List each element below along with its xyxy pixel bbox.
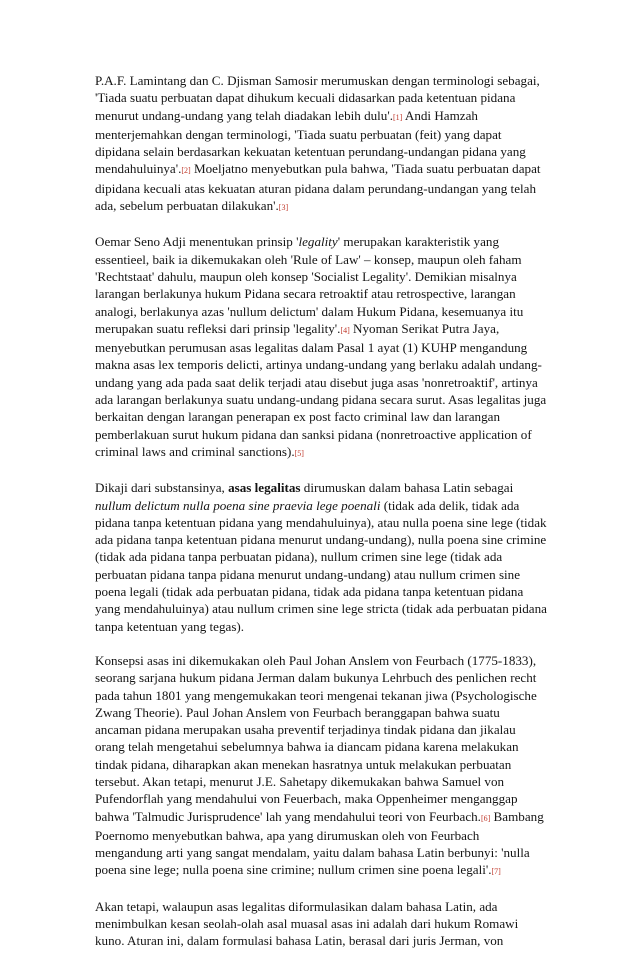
footnote-ref-3[interactable]: [3] [278,203,289,213]
text-run: Andi Hamzah menterjemahkan dengan terminologi, 'Tiada suatu perbuatan (feit) yang dapat dipidana selain berdasarkan kekuatan ketentuan perundang-undangan pidana yang mendahuluinya'. [95,107,526,177]
footnote-ref-7[interactable]: [7] [491,867,501,877]
text-run: P.A.F. Lamintang dan C. Djisman Samosir merumuskan dengan terminologi sebagai, 'Tiada suatu perbuatan dapat dihukum kecuali didasarkan pada ketentuan pidana menurut undang-undang yang telah diadakan lebih dulu'. [95,73,540,123]
footnote-ref-5[interactable]: [5] [294,448,304,458]
footnote-ref-4[interactable]: [4] [340,325,350,335]
bold-term: asas legalitas [228,480,301,496]
text-run: dirumuskan dalam bahasa Latin sebagai [300,480,514,496]
text-run: Nyoman Serikat Putra Jaya, menyebutkan perumusan asas legalitas dalam Pasal 1 ayat (1) KUHP mengandung makna asas lex temporis delicti, artinya undang-undang yang berlaku adalah undang-undang yang ada pada saat delik terjadi atau disebut juga asas 'nonretroaktif', artinya ada larangan berlakunya suatu undang-undang pidana secara surut. Asas legalitas juga berkaitan dengan larangan penerapan ex post facto criminal law dan larangan pemberlakuan surut hukum pidana dan sanksi pidana (nonretroactive application of criminal laws and criminal sanctions). [95,320,547,459]
footnote-ref-1[interactable]: [1] [392,112,403,122]
document-page [95,72,547,967]
paragraph-2 [95,233,547,462]
text-run: Bambang Poernomo menyebutkan bahwa, apa yang dirumuskan oleh von Feurbach mengandung arti yang sangat mendalam, yaitu dalam bahasa Latin berbunyi: 'nulla poena sine lege; nulla poena sine crimine; nullum crimen sine poena legali'. [95,808,544,878]
text-run: Moeljatno menyebutkan pula bahwa, 'Tiada suatu perbuatan dapat dipidana kecuali atas kekuatan aturan pidana dalam perundang-undangan yang telah ada, sebelum perbuatan dilakukan'. [95,161,541,214]
text-run: Dikaji dari substansinya, [95,480,229,496]
paragraph-1 [95,72,547,216]
italic-term: nullum delictum nulla poena sine praevia lege poenali [95,497,381,513]
text-run: ' merupakan karakteristik yang essentieel, baik ia dikemukakan oleh 'Rule of Law' – konsep, maupun oleh faham 'Rechtstaat' dahulu, maupun oleh konsep 'Socialist Legality'. Demikian misalnya larangan berlakunya hukum Pidana secara retroaktif atau retrospective, larangan analogi, berlakunya azas 'nullum delictum' dalam Hukum Pidana, kesemuanya itu merupakan suatu refleksi dari prinsip 'legality'. [95,234,524,336]
text-run: Konsepsi asas ini dikemukakan oleh Paul Johan Anslem von Feurbach (1775-1833), seorang sarjana hukum pidana Jerman dalam bukunya Lehrbuch des penlichen recht pada tahun 1801 yang mengemukakan teori mengenai tekanan jiwa (Psychologische Zwang Theorie). Paul Johan Anslem von Feurbach beranggapan bahwa suatu ancaman pidana merupakan usaha preventif terjadinya tindak pidana dan jikalau orang telah mengetahui sebelumnya bahwa ia diancam pidana karena melakukan tindak pidana, diharapkan akan menekan hasratnya untuk melakukan perbuatan tersebut. Akan tetapi, menurut J.E. Sahetapy dikemukakan bahwa Samuel von Pufendorflah yang mendahului von Feuerbach, maka Oppenheimer menganggap bahwa 'Talmudic Jurisprudence' lah yang mendahului teori von Feurbach. [95,652,537,824]
footnote-ref-2[interactable]: [2] [181,166,191,176]
footnote-ref-6[interactable]: [6] [480,813,491,823]
text-run: Akan tetapi, walaupun asas legalitas diformulasikan dalam bahasa Latin, ada menimbulkan kesan seolah-olah asal muasal asas ini adalah dari hukum Romawi kuno. Aturan ini, dalam formulasi bahasa Latin, berasal dari juris Jerman, von [95,898,519,949]
paragraph-3 [95,479,547,635]
italic-term: legality [298,234,338,250]
paragraph-5 [95,898,547,950]
text-run: Oemar Seno Adji menentukan prinsip ' [95,234,299,250]
text-run: (tidak ada delik, tidak ada pidana tanpa ketentuan pidana yang mendahuluinya), atau nulla poena sine lege (tidak ada pidana tanpa ketentuan pidana menurut undang-undang), nulla poena sine crimine (tidak ada pidana tanpa perbuatan pidana), nullum crimen sine lege (tidak ada perbuatan pidana tanpa pidana menurut undang-undang) atau nullum crimen sine poena legali (tidak ada perbuatan pidana, tidak ada pidana tanpa ketentuan pidana yang mendahuluinya) atau nullum crimen sine lege stricta (tidak ada perbuatan pidana tanpa ketentuan yang tegas). [95,497,547,634]
paragraph-4 [95,652,547,881]
